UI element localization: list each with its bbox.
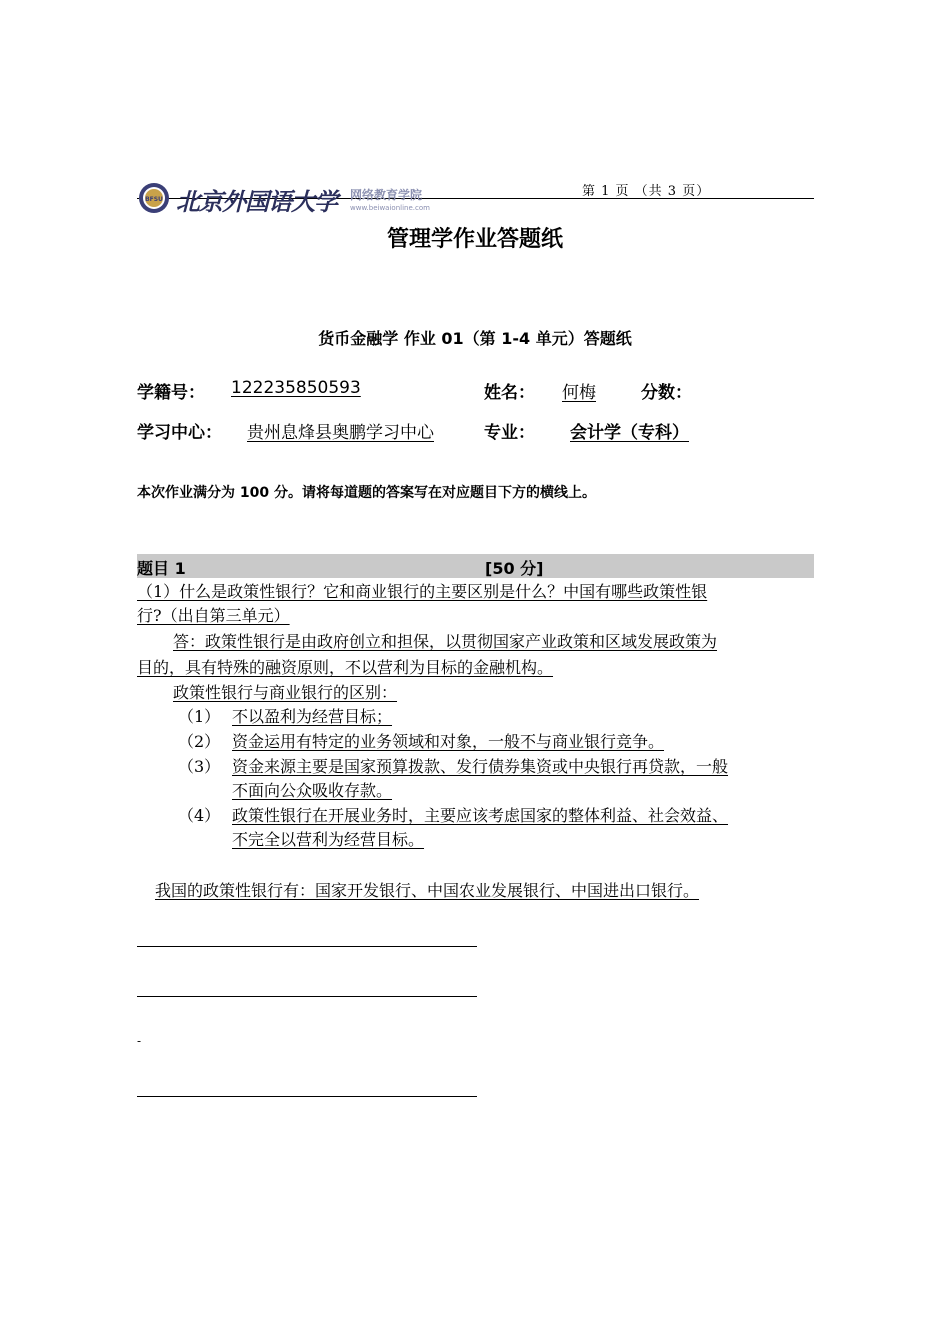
page-indicator: 第 1 页 （共 3 页）: [582, 184, 711, 199]
question-score: [50 分]: [485, 559, 544, 578]
student-name-label: 姓名：: [484, 383, 535, 403]
answer-line: 答：政策性银行是由政府创立和担保，以贯彻国家产业政策和区域发展政策为: [173, 632, 718, 651]
difference-item-text: 不以盈利为经营目标；: [232, 707, 393, 726]
school-name: 网络教育学院: [350, 188, 423, 202]
score-label: 分数：: [641, 383, 692, 403]
difference-item-number: （1）: [178, 707, 221, 726]
svg-text:BFSU: BFSU: [145, 196, 163, 203]
answer-line: 目的，具有特殊的融资原则，不以营利为目标的金融机构。: [137, 658, 554, 677]
university-name: 北京外国语大学: [176, 187, 337, 216]
major-value: 会计学（专科）: [570, 423, 689, 443]
university-emblem-icon: [138, 182, 170, 214]
question-prompt-line: （1）什么是政策性银行？它和商业银行的主要区别是什么？中国有哪些政策性银: [137, 582, 708, 601]
question-label: 题目 1: [137, 559, 186, 578]
stray-mark: -: [137, 1034, 142, 1048]
difference-item-text: 资金运用有特定的业务领域和对象，一般不与商业银行竞争。: [232, 732, 665, 751]
question-header-bar: [137, 554, 814, 578]
blank-answer-line: [137, 946, 477, 947]
page-title: 管理学作业答题纸: [386, 227, 563, 252]
major-label: 专业：: [484, 423, 535, 443]
university-logo: [138, 182, 458, 218]
difference-heading: 政策性银行与商业银行的区别：: [173, 683, 398, 702]
assignment-subtitle: 货币金融学 作业 01（第 1-4 单元）答题纸: [318, 329, 632, 348]
difference-item-number: （3）: [178, 757, 221, 776]
student-id-value: 122235850593: [231, 378, 361, 398]
student-name-value: 何梅: [562, 383, 596, 403]
conclusion-line: 我国的政策性银行有：国家开发银行、中国农业发展银行、中国进出口银行。: [155, 881, 700, 900]
instruction-text: 本次作业满分为 100 分。请将每道题的答案写在对应题目下方的横线上。: [137, 485, 596, 501]
difference-item-text: 不面向公众吸收存款。: [232, 781, 393, 800]
school-url: www.beiwaionline.com: [350, 204, 430, 212]
student-id-label: 学籍号：: [137, 383, 205, 403]
question-prompt-line: 行?（出自第三单元）: [137, 606, 290, 625]
difference-item-number: （4）: [178, 806, 221, 825]
study-center-label: 学习中心：: [137, 423, 222, 443]
blank-answer-line: [137, 996, 477, 997]
difference-item-text: 不完全以营利为经营目标。: [232, 830, 425, 849]
difference-item-number: （2）: [178, 732, 221, 751]
study-center-value: 贵州息烽县奥鹏学习中心: [247, 423, 434, 443]
difference-item-text: 政策性银行在开展业务时，主要应该考虑国家的整体利益、社会效益、: [232, 806, 729, 825]
difference-item-text: 资金来源主要是国家预算拨款、发行债券集资或中央银行再贷款，一般: [232, 757, 729, 776]
blank-answer-line: [137, 1096, 477, 1097]
